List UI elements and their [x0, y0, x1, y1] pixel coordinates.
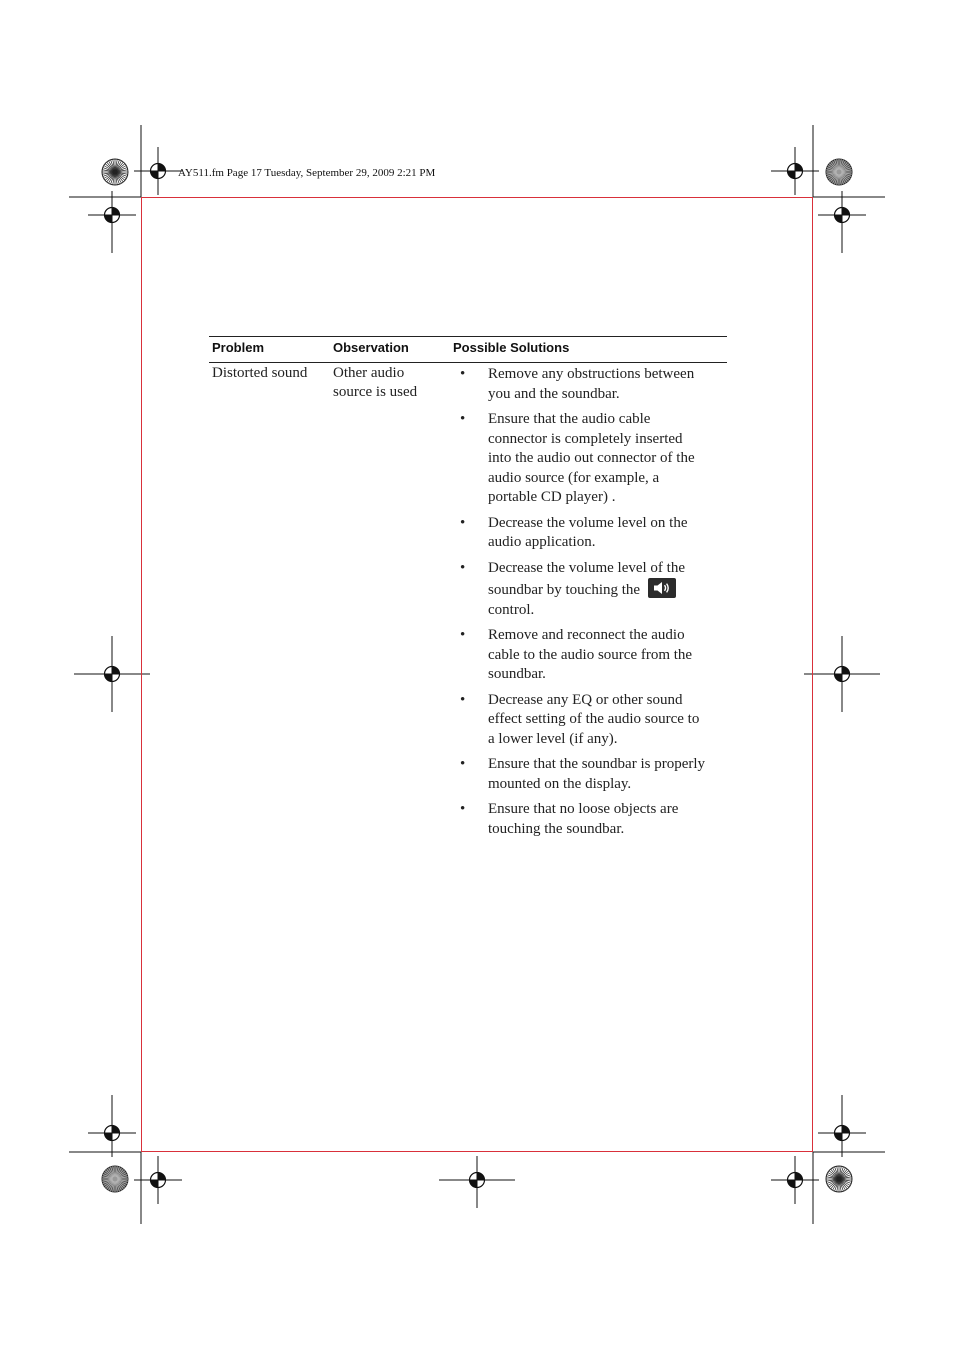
- observation-line: source is used: [333, 384, 418, 400]
- solution-item: [460, 559, 728, 621]
- solution-line: Decrease the volume level of the: [488, 559, 685, 576]
- registration-target-icon: [771, 1156, 819, 1204]
- bullet: •: [460, 691, 466, 708]
- solution-line: Remove any obstructions between: [488, 366, 695, 382]
- registration-target-icon: [771, 147, 819, 195]
- solution-line: control.: [488, 601, 535, 618]
- solution-item: [460, 410, 728, 508]
- solution-line: Ensure that no loose objects are: [488, 801, 679, 817]
- bullet: •: [460, 559, 466, 576]
- starburst-registration-icon: [826, 159, 852, 185]
- solution-line-with-icon: [488, 578, 728, 601]
- solution-line: effect setting of the audio source to: [488, 711, 700, 727]
- starburst-registration-icon: [826, 1166, 852, 1192]
- starburst-registration-icon: [102, 1166, 128, 1192]
- print-header: AY511.fm Page 17 Tuesday, September 29, 2009 2:21 PM: [178, 167, 436, 179]
- solution-line: into the audio out connector of the: [488, 450, 695, 466]
- solution-line: soundbar by touching the: [488, 582, 641, 598]
- problem-line: Distorted sound: [212, 365, 308, 381]
- solution-line: cable to the audio source from the: [488, 646, 693, 663]
- solution-line: Decrease any EQ or other sound: [488, 691, 683, 708]
- solution-line: audio source (for example, a: [488, 469, 660, 486]
- bullet: •: [460, 627, 466, 643]
- problem-cell: [212, 364, 307, 383]
- solution-line: Ensure that the soundbar is properly: [488, 756, 706, 772]
- bullet: •: [460, 514, 466, 531]
- solution-line: a lower level (if any).: [488, 730, 618, 747]
- observation-cell: [333, 364, 417, 402]
- solution-line: soundbar.: [488, 666, 546, 682]
- solution-line: mounted on the display.: [488, 775, 632, 792]
- solutions-list: [460, 365, 728, 845]
- bullet: •: [460, 411, 466, 427]
- volume-speaker-icon: [648, 578, 676, 598]
- column-header-problem: Problem: [212, 340, 265, 355]
- solution-line: Remove and reconnect the audio: [488, 627, 685, 643]
- column-header-observation: Observation: [333, 340, 409, 355]
- solution-line: you and the soundbar.: [488, 385, 620, 402]
- solution-item: [460, 514, 728, 553]
- solution-item: [460, 365, 728, 404]
- table-top-rule: [209, 336, 727, 337]
- solution-line: Decrease the volume level on the: [488, 514, 688, 531]
- starburst-registration-icon: [102, 159, 128, 185]
- solution-line: audio application.: [488, 534, 596, 550]
- solution-line: portable CD player) .: [488, 489, 616, 505]
- solution-line: Ensure that the audio cable: [488, 411, 651, 427]
- column-header-solutions: Possible Solutions: [453, 340, 570, 355]
- bullet: •: [460, 366, 466, 382]
- solution-item: [460, 800, 728, 839]
- solution-item: [460, 755, 728, 794]
- solution-item: [460, 626, 728, 685]
- table-header-rule: [209, 362, 727, 363]
- observation-line: Other audio: [333, 365, 405, 381]
- bullet: •: [460, 756, 466, 772]
- solution-line: connector is completely inserted: [488, 430, 683, 447]
- bullet: •: [460, 801, 466, 817]
- solution-line: touching the soundbar.: [488, 820, 625, 837]
- solution-item: [460, 691, 728, 750]
